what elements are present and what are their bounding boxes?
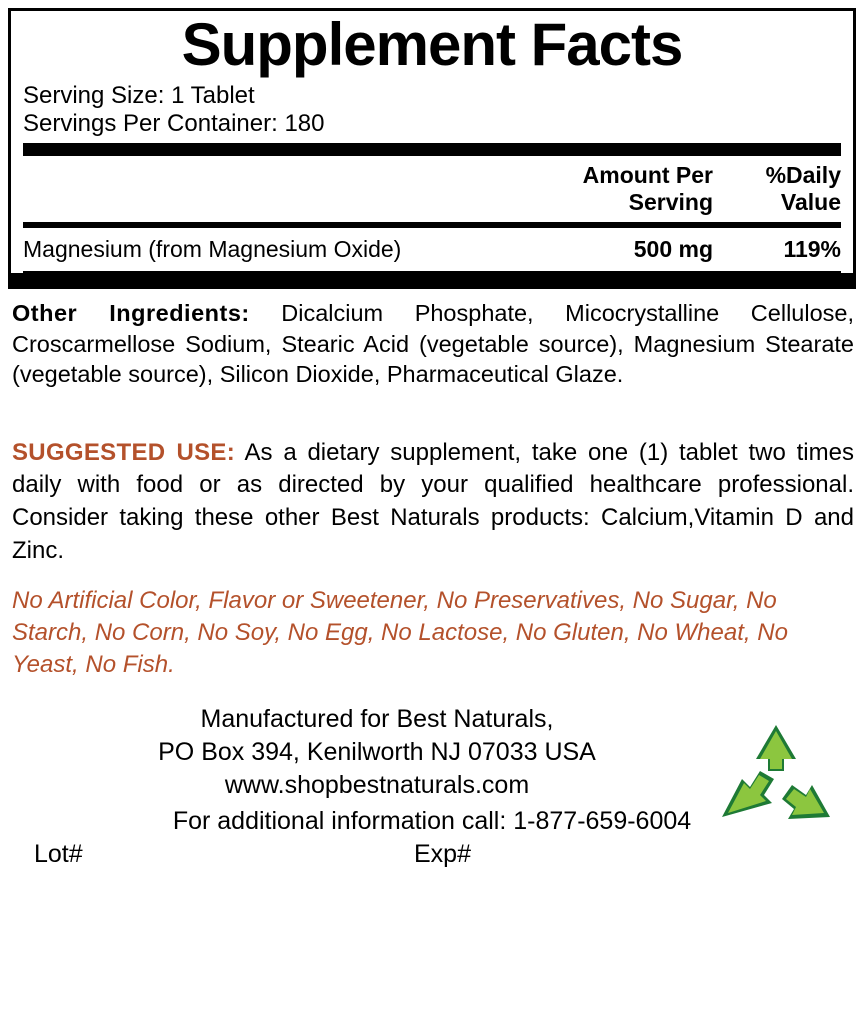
column-header-amount (513, 162, 713, 216)
other-ingredients (12, 298, 854, 388)
table-column-headers (23, 156, 841, 222)
page-title: Supplement Facts (181, 11, 683, 78)
recycle-icon (716, 721, 836, 825)
nutrient-amount: 500 mg (633, 236, 713, 263)
lot-exp-row (6, 840, 858, 869)
nutrient-name: Magnesium (from Magnesium Oxide) (23, 236, 402, 263)
serving-size: Serving Size: 1 Tablet (23, 82, 255, 109)
other-ingredients-label: Other Ingredients: (12, 300, 250, 327)
other-ingredients-text: Dicalcium Phosphate, Micocrystalline Cellulose, Croscarmellose Sodium, Stearic Acid (vegetable source), Magnesium Stearate (vegetable source), Silicon Dioxide, Pharmaceutical Glaze. (12, 300, 854, 387)
footer (6, 703, 858, 869)
column-header-dv-line2: Value (780, 189, 841, 216)
table-row (23, 228, 841, 271)
column-header-amount-line1: Amount Per (582, 162, 713, 189)
manufactured-for: Manufactured for Best Naturals, (200, 704, 554, 733)
column-header-daily-value (713, 162, 841, 216)
manufacturer-address: PO Box 394, Kenilworth NJ 07033 USA (158, 738, 596, 767)
free-from-claims: No Artificial Color, Flavor or Sweetener, No Preservatives, No Sugar, No Starch, No Corn, No Soy, No Egg, No Lactose, No Gluten, No Wheat, No Yeast, No Fish. (12, 587, 788, 678)
exp-label: Exp# (414, 839, 471, 868)
column-header-amount-line2: Serving (628, 189, 713, 216)
suggested-use-text: As a dietary supplement, take one (1) tablet two times daily with food or as directed by your qualified healthcare professional. Consider taking these other Best Naturals products: Calcium,Vitamin D and Zinc. (12, 438, 854, 564)
nutrient-daily-value: 119% (783, 236, 841, 263)
suggested-use (12, 437, 854, 568)
divider-thick-top (23, 143, 841, 156)
manufacturer-website[interactable]: www.shopbestnaturals.com (224, 771, 530, 800)
supplement-facts-panel (8, 8, 856, 289)
servings-per-container: Servings Per Container: 180 (23, 109, 325, 137)
column-header-dv-line1: %Daily (765, 162, 841, 189)
divider-thick-bottom (11, 273, 853, 286)
suggested-use-label: SUGGESTED USE: (12, 438, 236, 466)
lot-label: Lot# (34, 839, 83, 868)
contact-phone: For additional information call: 1-877-659-6004 (172, 806, 692, 835)
